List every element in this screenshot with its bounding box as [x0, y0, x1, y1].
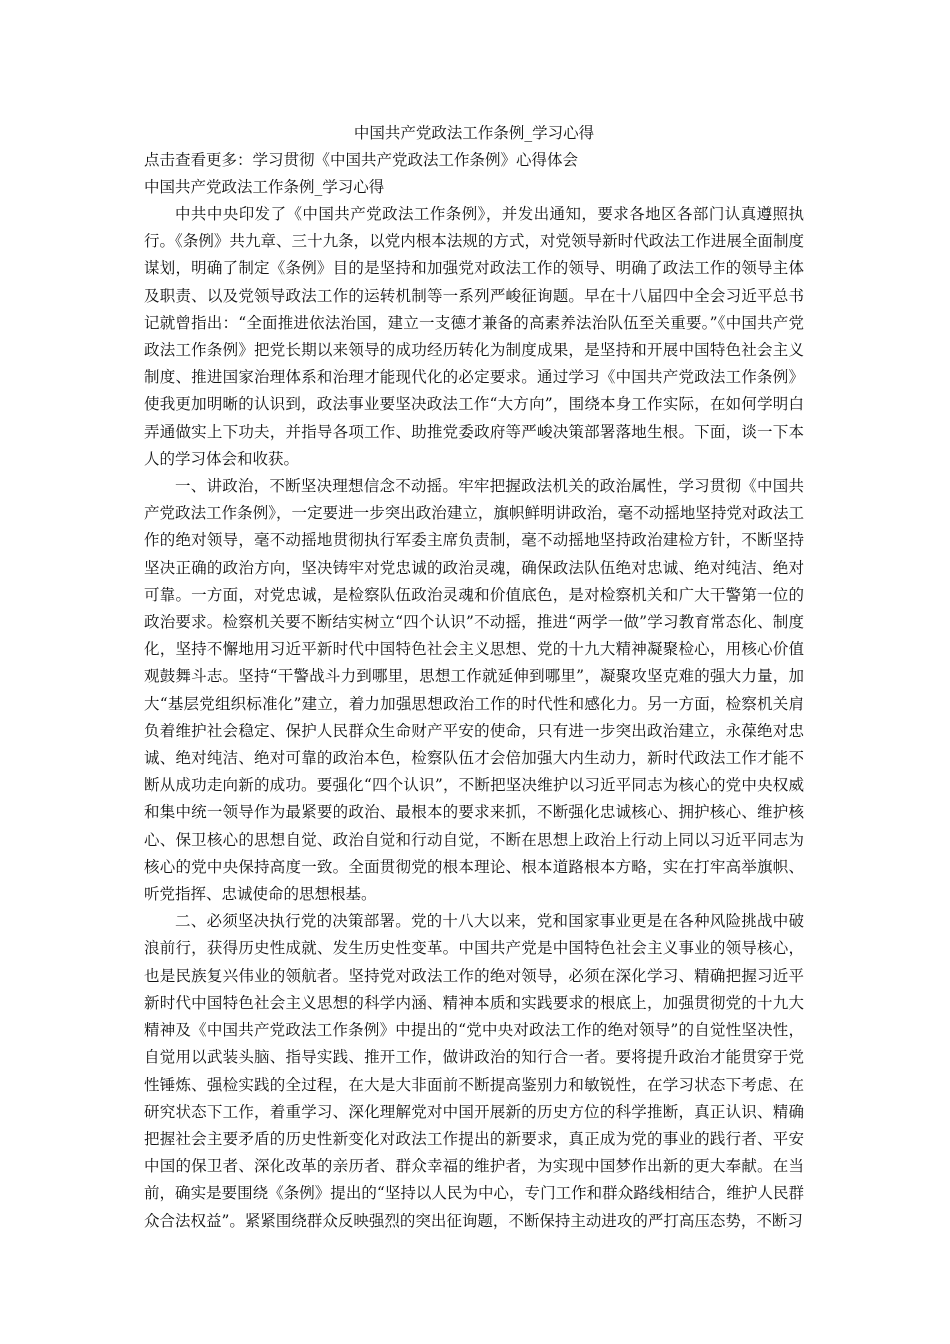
paragraph-section-1: 一、讲政治，不断坚决理想信念不动摇。牢牢把握政法机关的政治属性，学习贯彻《中国共产党政法工作条例》，一定要进一步突出政治建立，旗帜鲜明讲政治，毫不动摇地坚持党对政法工作的绝对领导，毫不动摇地贯彻执行军委主席负责制，毫不动摇地坚持政治建检方针，不断坚持坚决正确的政治方向，坚决铸牢对党忠诚的政治灵魂，确保政法队伍绝对忠诚、绝对纯洁、绝对可靠。一方面，对党忠诚，是检察队伍政治灵魂和价值底色，是对检察机关和广大干警第一位的政治要求。检察机关要不断结实树立“四个认识”不动摇，推进“两学一做”学习教育常态化、制度化，坚持不懈地用习近平新时代中国特色社会主义思想、党的十九大精神凝聚检心，用核心价值观鼓舞斗志。坚持“干警战斗力到哪里，思想工作就延伸到哪里”，凝聚攻坚克难的强大力量，加大“基层党组织标准化”建立，着力加强思想政治工作的时代性和感化力。另一方面，检察机关肩负着维护社会稳定、保护人民群众生命财产平安的使命，只有进一步突出政治建立，永葆绝对忠诚、绝对纯洁、绝对可靠的政治本色，检察队伍才会倍加强大内生动力，新时代政法工作才能不断从成功走向新的成功。要强化“四个认识”，不断把坚决维护以习近平同志为核心的党中央权威和集中统一领导作为最紧要的政治、最根本的要求来抓，不断强化忠诚核心、拥护核心、维护核心、保卫核心的思想自觉、政治自觉和行动自觉，不断在思想上政治上行动上同以习近平同志为核心的党中央保持高度一致。全面贯彻党的根本理论、根本道路根本方略，实在打牢高举旗帜、听党指挥、忠诚使命的思想根基。: [144, 477, 804, 904]
more-link[interactable]: 点击查看更多：学习贯彻《中国共产党政法工作条例》心得体会: [144, 151, 579, 169]
document-subtitle: 中国共产党政法工作条例_学习心得: [144, 178, 385, 196]
paragraph-section-2: 二、必须坚决执行党的决策部署。党的十八大以来，党和国家事业更是在各种风险挑战中破浪前行，获得历史性成就、发生历史性变革。中国共产党是中国特色社会主义事业的领导核心，也是民族复兴伟业的领航者。坚持党对政法工作的绝对领导，必须在深化学习、精确把握习近平新时代中国特色社会主义思想的科学内涵、精神本质和实践要求的根底上，加强贯彻党的十九大精神及《中国共产党政法工作条例》中提出的“党中央对政法工作的绝对领导”的自觉性坚决性，自觉用以武装头脑、指导实践、推开工作，做讲政治的知行合一者。要将提升政治才能贯穿于党性锤炼、强检实践的全过程，在大是大非面前不断提高鉴别力和敏锐性，在学习状态下考虑、在研究状态下工作，着重学习、深化理解党对中国开展新的历史方位的科学推断，真正认识、精确把握社会主要矛盾的历史性新变化对政法工作提出的新要求，真正成为党的事业的践行者、平安中国的保卫者、深化改革的亲历者、群众幸福的维护者，为实现中国梦作出新的更大奉献。在当前，确实是要围绕《条例》提出的“坚持以人民为中心，专门工作和群众路线相结合，维护人民群众合法权益”。紧紧围绕群众反映强烈的突出征询题，不断保持主动进攻的严打高压态势，不断习: [144, 912, 804, 1230]
document-title: 中国共产党政法工作条例_学习心得: [353, 124, 595, 142]
paragraph-intro: 中共中央印发了《中国共产党政法工作条例》，并发出通知，要求各地区各部门认真遵照执行。《条例》共九章、三十九条，以党内根本法规的方式，对党领导新时代政法工作进展全面制度谋划，明确了制定《条例》目的是坚持和加强党对政法工作的领导、明确了政法工作的领导主体及职责、以及党领导政法工作的运转机制等一系列严峻征询题。早在十八届四中全会习近平总书记就曾指出：“全面推进依法治国，建立一支德才兼备的高素养法治队伍至关重要。”《中国共产党政法工作条例》把党长期以来领导的成功经历转化为制度成果，是坚持和开展中国特色社会主义制度、推进国家治理体系和治理才能现代化的必定要求。通过学习《中国共产党政法工作条例》使我更加明晰的认识到，政法事业要坚决政法工作“大方向”，围绕本身工作实际，在如何学明白弄通做实上下功夫，并指导各项工作、助推党委政府等严峻决策部署落地生根。下面，谈一下本人的学习体会和收获。: [144, 205, 804, 468]
document-page: [144, 120, 804, 1235]
